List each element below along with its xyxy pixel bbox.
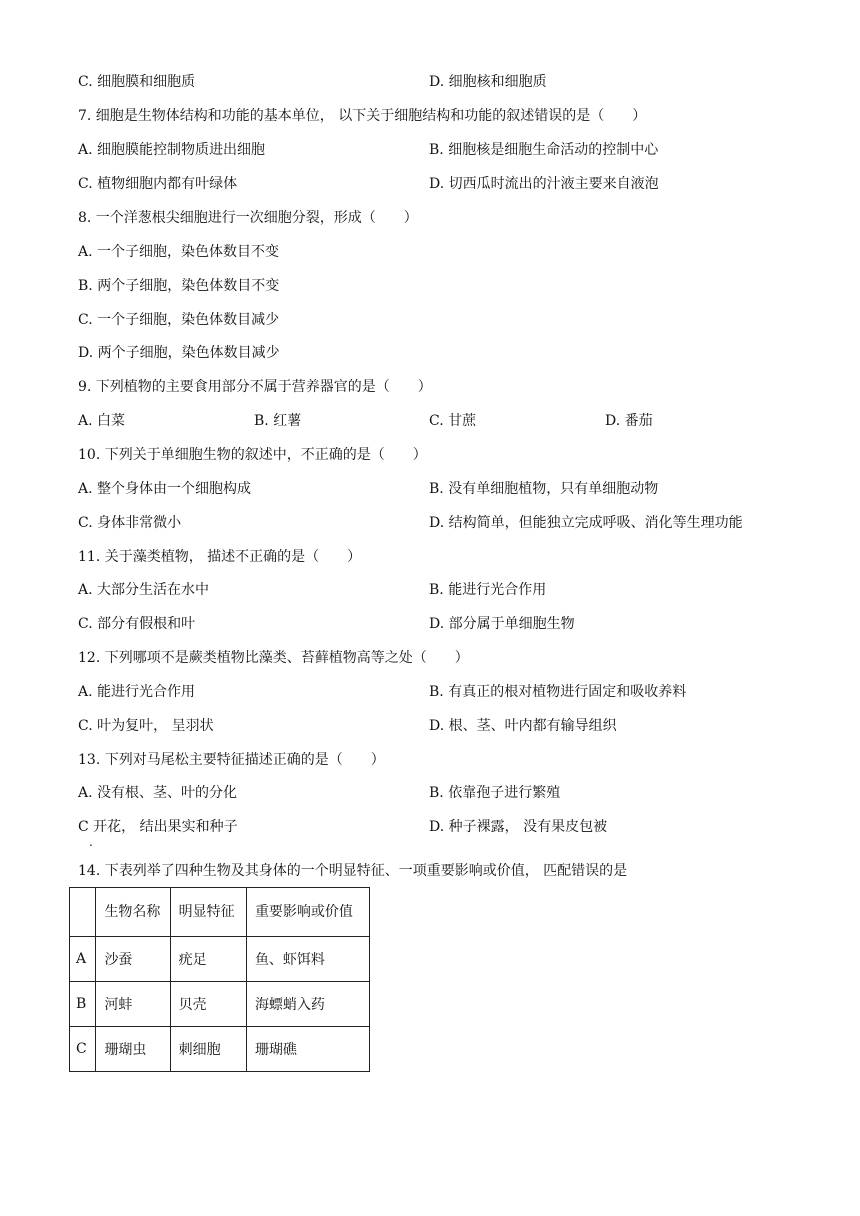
- q12-stem: 12. 下列哪项不是蕨类植物比藻类、苔藓植物高等之处（ ）: [78, 650, 469, 666]
- q9-option-c: C. 甘蔗: [429, 413, 477, 429]
- row-organism: 珊瑚虫: [96, 1027, 170, 1072]
- row-organism: 河蚌: [96, 982, 170, 1027]
- q9-option-b: B. 红薯: [254, 413, 302, 429]
- row-feature: 贝壳: [170, 982, 246, 1027]
- row-value: 鱼、虾饵料: [246, 937, 369, 982]
- q9-option-a: A. 白菜: [78, 413, 126, 429]
- table-header-key: [70, 888, 96, 937]
- q10-stem: 10. 下列关于单细胞生物的叙述中，不正确的是（ ）: [78, 447, 427, 463]
- table-header-row: [70, 888, 370, 937]
- row-key: C: [70, 1027, 96, 1072]
- q8-option-a: A. 一个子细胞，染色体数目不变: [78, 244, 280, 260]
- table-row: [70, 982, 370, 1027]
- row-key: A: [70, 937, 96, 982]
- row-value: 珊瑚礁: [246, 1027, 369, 1072]
- q11-option-c: C. 部分有假根和叶: [78, 616, 196, 632]
- q11-option-d: D. 部分属于单细胞生物: [429, 616, 575, 632]
- row-key: B: [70, 982, 96, 1027]
- q7-option-b: B. 细胞核是细胞生命活动的控制中心: [429, 142, 659, 158]
- table-header-value: 重要影响或价值: [246, 888, 369, 937]
- q14-stem: 14. 下表列举了四种生物及其身体的一个明显特征、一项重要影响或价值， 匹配错误的是: [78, 863, 628, 879]
- row-feature: 刺细胞: [170, 1027, 246, 1072]
- q10-option-b: B. 没有单细胞植物，只有单细胞动物: [429, 481, 659, 497]
- q12-option-d: D. 根、茎、叶内都有输导组织: [429, 718, 617, 734]
- q7-option-c: C. 植物细胞内都有叶绿体: [78, 176, 238, 192]
- q12-option-b: B. 有真正的根对植物进行固定和吸收养料: [429, 684, 687, 700]
- q13-option-c: C 开花， 结出果实和种子: [78, 819, 238, 835]
- table-header-name: 生物名称: [96, 888, 170, 937]
- q10-option-d: D. 结构简单，但能独立完成呼吸、消化等生理功能: [429, 515, 743, 531]
- q9-stem: 9. 下列植物的主要食用部分不属于营养器官的是（ ）: [78, 379, 432, 395]
- q7-stem: 7. 细胞是生物体结构和功能的基本单位， 以下关于细胞结构和功能的叙述错误的是（ ）: [78, 108, 647, 124]
- table-header-feature: 明显特征: [170, 888, 246, 937]
- row-value: 海螵蛸入药: [246, 982, 369, 1027]
- q11-stem: 11. 关于藻类植物， 描述不正确的是（ ）: [78, 549, 362, 565]
- q11-option-b: B. 能进行光合作用: [429, 582, 547, 598]
- q6-option-c: C. 细胞膜和细胞质: [78, 74, 196, 90]
- q13-option-d: D. 种子裸露， 没有果皮包被: [429, 819, 608, 835]
- table-row: [70, 937, 370, 982]
- q10-option-c: C. 身体非常微小: [78, 515, 182, 531]
- q11-option-a: A. 大部分生活在水中: [78, 582, 210, 598]
- q8-stem: 8. 一个洋葱根尖细胞进行一次细胞分裂，形成（ ）: [78, 210, 418, 226]
- table-row: [70, 1027, 370, 1072]
- q7-option-a: A. 细胞膜能控制物质进出细胞: [78, 142, 266, 158]
- q12-option-a: A. 能进行光合作用: [78, 684, 196, 700]
- q13-stem: 13. 下列对马尾松主要特征描述正确的是（ ）: [78, 752, 385, 768]
- q12-option-c: C. 叶为复叶， 呈羽状: [78, 718, 214, 734]
- q8-option-c: C. 一个子细胞，染色体数目减少: [78, 312, 280, 328]
- organism-table: [69, 887, 370, 1072]
- stray-dot-mark: .: [89, 835, 93, 849]
- q9-option-d: D. 番茄: [605, 413, 653, 429]
- row-feature: 疣足: [170, 937, 246, 982]
- q13-option-b: B. 依靠孢子进行繁殖: [429, 785, 561, 801]
- q13-option-a: A. 没有根、茎、叶的分化: [78, 785, 238, 801]
- q8-option-d: D. 两个子细胞，染色体数目减少: [78, 345, 280, 361]
- row-organism: 沙蚕: [96, 937, 170, 982]
- q8-option-b: B. 两个子细胞，染色体数目不变: [78, 278, 280, 294]
- q7-option-d: D. 切西瓜时流出的汁液主要来自液泡: [429, 176, 659, 192]
- q6-option-d: D. 细胞核和细胞质: [429, 74, 547, 90]
- q10-option-a: A. 整个身体由一个细胞构成: [78, 481, 252, 497]
